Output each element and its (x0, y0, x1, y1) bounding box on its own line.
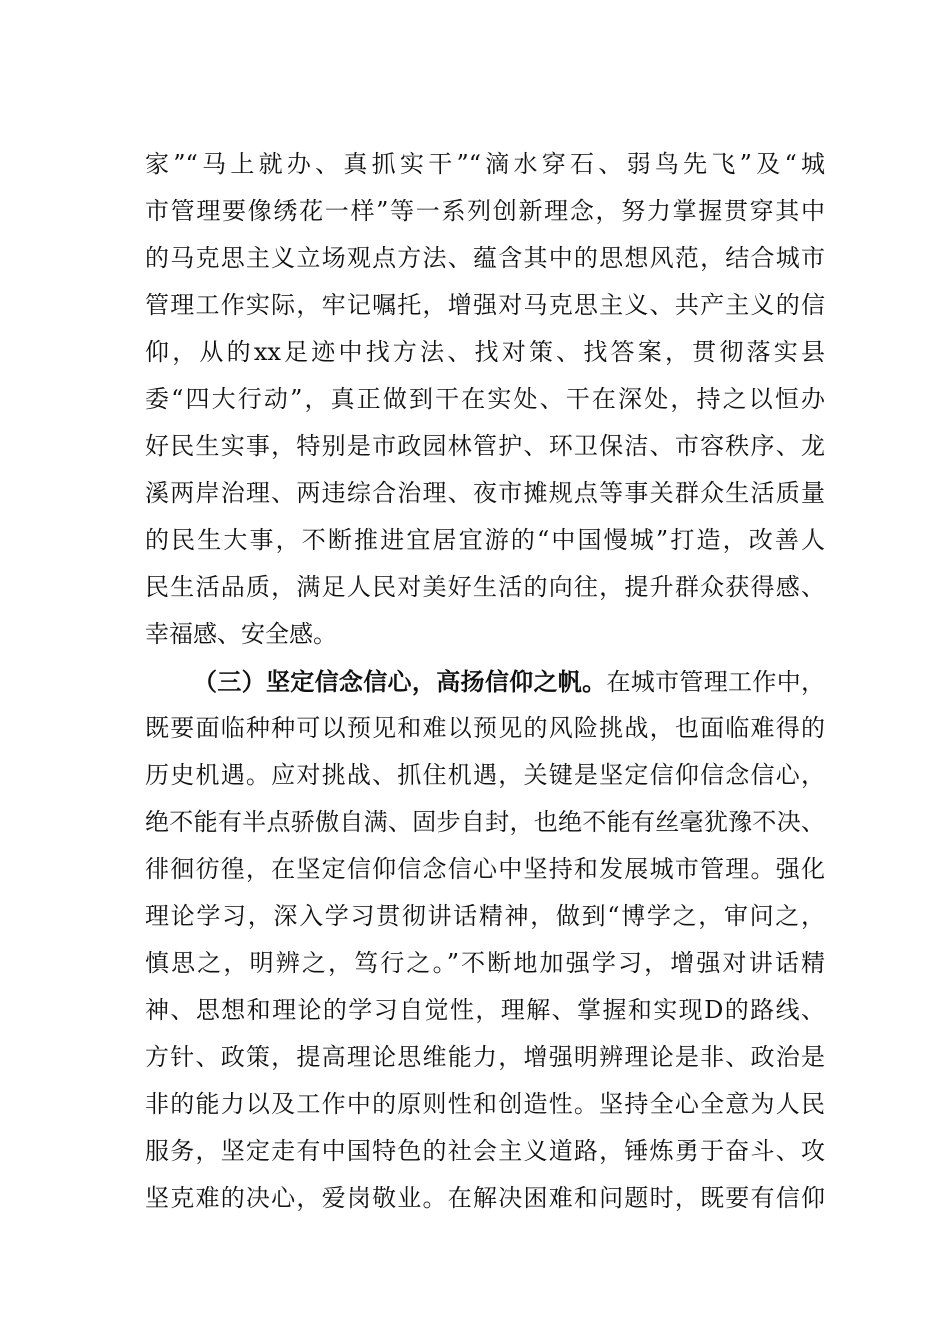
text-line: 服务，坚定走有中国特色的社会主义道路，锤炼勇于奋斗、攻 (145, 1137, 825, 1165)
text-line: 历史机遇。应对挑战、抓住机遇，关键是坚定信仰信念信心， (145, 761, 825, 789)
paragraph-2 (145, 658, 825, 1222)
paragraph-first-line (145, 658, 825, 705)
paragraph-1 (145, 141, 825, 658)
text-line: 慎思之，明辨之，笃行之。”不断地加强学习，增强对讲话精 (145, 949, 825, 977)
text-line: 理论学习，深入学习贯彻讲话精神，做到“博学之，审问之， (145, 902, 825, 930)
text-line: 管理工作实际，牢记嘱托，增强对马克思主义、共产主义的信 (145, 291, 825, 319)
text-line: 委“四大行动”，真正做到干在实处、干在深处，持之以恒办 (145, 385, 825, 413)
text-line: 民生活品质，满足人民对美好生活的向往，提升群众获得感、 (145, 573, 825, 601)
text-line: 好民生实事，特别是市政园林管护、环卫保洁、市容秩序、龙 (145, 432, 825, 460)
text-line: 的马克思主义立场观点方法、蕴含其中的思想风范，结合城市 (145, 244, 825, 272)
text-line: 市管理要像绣花一样”等一系列创新理念，努力掌握贯穿其中 (145, 197, 825, 225)
document-body (145, 141, 825, 1222)
text-line: 徘徊彷徨，在坚定信仰信念信心中坚持和发展城市管理。强化 (145, 855, 825, 883)
text-line: 神、思想和理论的学习自觉性，理解、掌握和实现D的路线、 (145, 996, 825, 1024)
text-line: 绝不能有半点骄傲自满、固步自封，也绝不能有丝毫犹豫不决、 (145, 808, 825, 836)
text-line: 溪两岸治理、两违综合治理、夜市摊规点等事关群众生活质量 (145, 479, 825, 507)
heading-continuation: 在城市管理工作中， (606, 668, 826, 696)
section-heading: （三）坚定信念信心，高扬信仰之帆。 (193, 667, 607, 696)
text-line: 方针、政策，提高理论思维能力，增强明辨理论是非、政治是 (145, 1043, 825, 1071)
text-line: 家”“马上就办、真抓实干”“滴水穿石、弱鸟先飞”及“城 (145, 150, 825, 178)
text-line: 仰，从的xx足迹中找方法、找对策、找答案，贯彻落实县 (145, 338, 825, 366)
text-line: 既要面临种种可以预见和难以预见的风险挑战，也面临难得的 (145, 714, 825, 742)
text-line: 幸福感、安全感。 (145, 620, 337, 648)
text-line: 非的能力以及工作中的原则性和创造性。坚持全心全意为人民 (145, 1090, 825, 1118)
text-line: 坚克难的决心，爱岗敬业。在解决困难和问题时，既要有信仰 (145, 1184, 825, 1212)
text-line: 的民生大事，不断推进宜居宜游的“中国慢城”打造，改善人 (145, 526, 825, 554)
